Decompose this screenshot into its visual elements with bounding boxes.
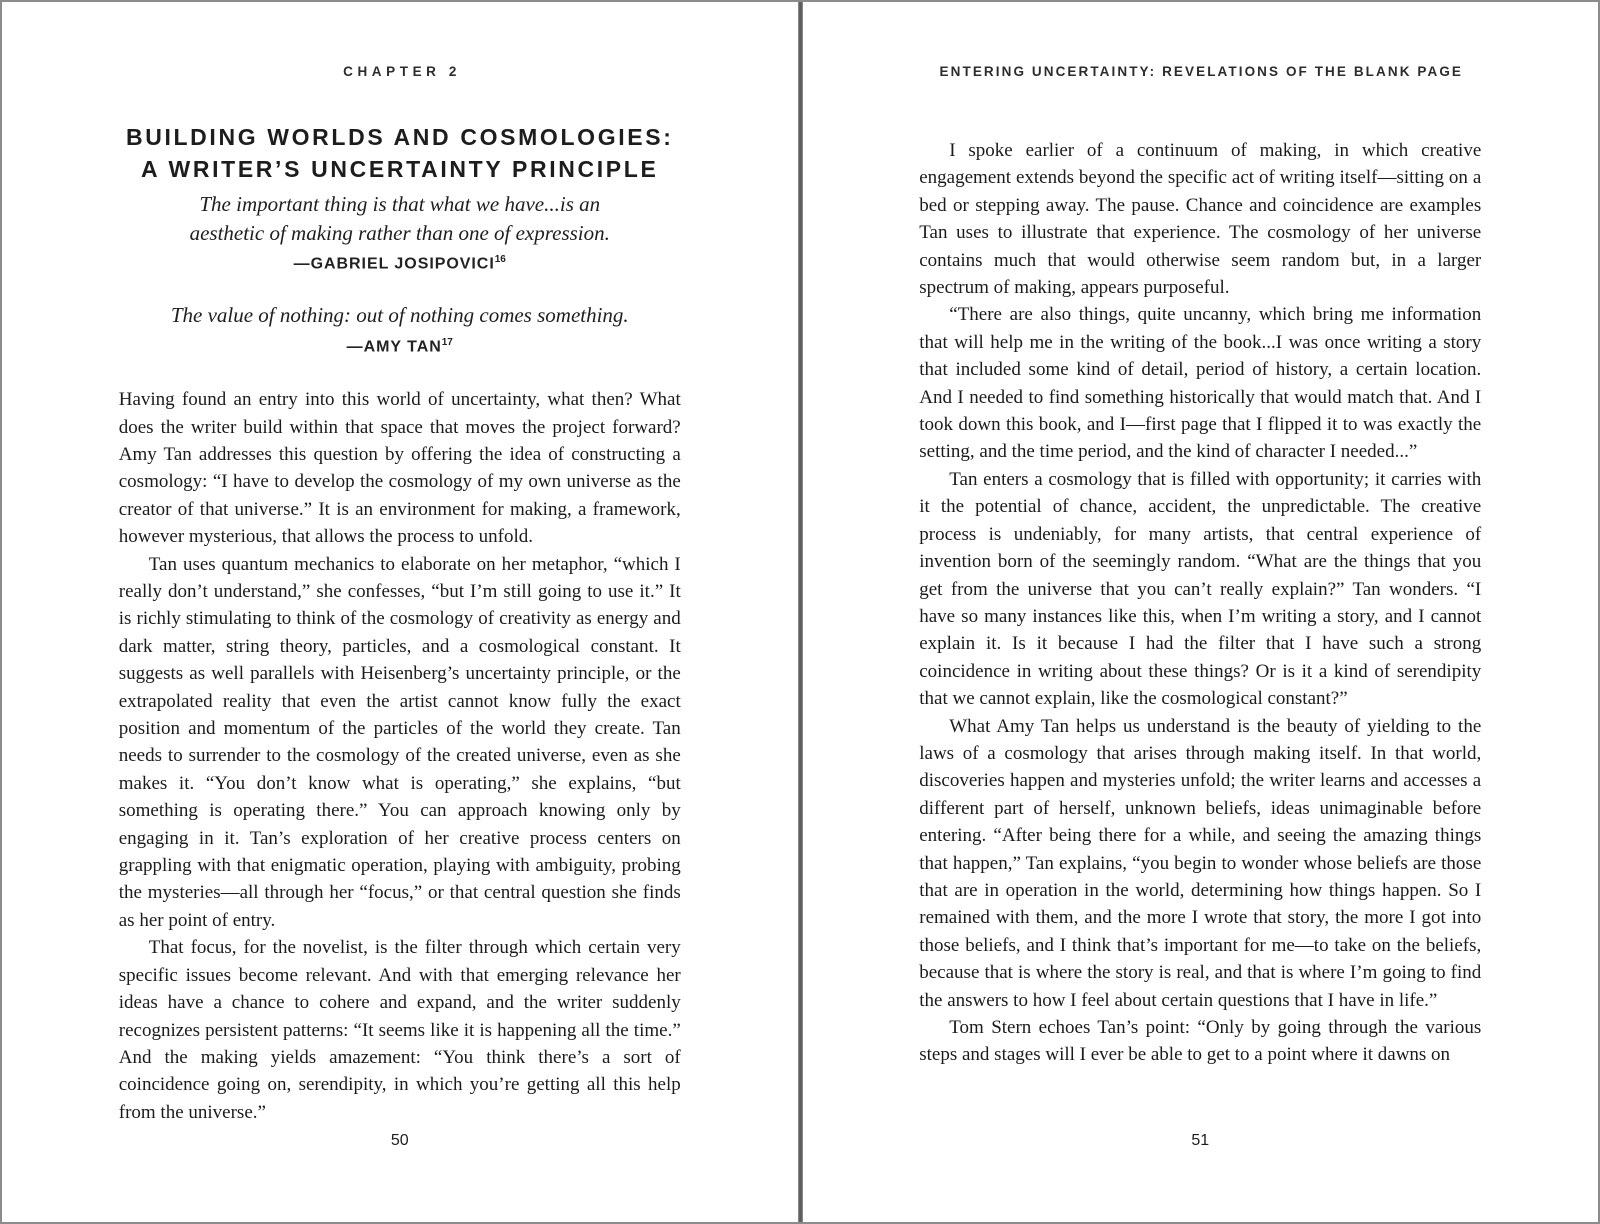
attribution-name: —AMY TAN	[346, 338, 442, 356]
body-paragraph: Tan enters a cosmology that is filled with opportunity; it carries with it the potential of chance, accident, the unpredictable. The creative process is undeniably, for many artists, that central experience of invention born of the seemingly random. “What are the things that you get from the universe that you can’t really explain?” Tan wonders. “I have so many instances like this, when I’m writing a story, and I cannot explain it. Is it because I had the filter that I have such a strong coincidence in writing about these things? Or is it a kind of serendipity that we cannot explain, like the cosmological constant?”	[919, 468, 1482, 710]
epigraph-attribution	[119, 337, 681, 356]
right-page	[803, 2, 1599, 1222]
body-paragraph: Having found an entry into this world of uncertainty, what then? What does the writer build within that space that moves the project forward? Amy Tan addresses this question by offering the idea of constructing a cosmology: “I have to develop the cosmology of my own universe as the creator of that universe.” It is an environment for making, a framework, however mysterious, that allows the process to unfold.	[118, 389, 681, 548]
left-page-content	[119, 64, 681, 1126]
body-paragraph: I spoke earlier of a continuum of making, in which creative engagement extends beyond the specific act of writing itself—sitting on a bed or stepping away. The pause. Chance and coincidence are examples Tan uses to illustrate that experience. The cosmology of her universe contains much that would otherwise seem random but, in a larger spectrum of making, appears purposeful.	[919, 140, 1482, 299]
body-paragraph: “There are also things, quite uncanny, which bring me information that will help me in the writing of the book...I was once writing a story that included some kind of detail, period of history, a certain location. And I needed to find something historically that would match that. And I took down this book, and I—first page that I flipped it to was exactly the setting, and the time period, and the kind of character I needed...”	[919, 304, 1482, 463]
page-number-right: 51	[1191, 1132, 1210, 1149]
chapter-title	[119, 121, 681, 185]
running-head: ENTERING UNCERTAINTY: REVELATIONS OF THE BLANK PAGE	[939, 64, 1464, 79]
epigraph-line: aesthetic of making rather than one of expression.	[189, 220, 610, 245]
epigraph-josipovici	[119, 190, 681, 273]
footnote-marker: 17	[441, 336, 453, 348]
body-paragraph: Tan uses quantum mechanics to elaborate on her metaphor, “which I really don’t understand,” she confesses, “but I’m still going to use it.” It is richly stimulating to think of the cosmology of creativity as energy and dark matter, string theory, particles, and a cosmological constant. It suggests as well parallels with Heisenberg’s uncertainty principle, or the extrapolated reality that even the artist cannot know fully the exact position and momentum of the particles of the world they create. Tan needs to surrender to the cosmology of the created universe, even as she makes it. “You don’t know what is operating,” she explains, “but something is operating there.” You can approach knowing only by engaging in it. Tan’s exploration of her creative process centers on grappling with that enigmatic operation, playing with ambiguity, probing the mysteries—all through her “focus,” or that central question she finds as her point of entry.	[118, 553, 681, 931]
epigraph-line: The important thing is that what we have...is an	[199, 192, 601, 216]
attribution-name: —GABRIEL JOSIPOVICI	[293, 255, 495, 273]
body-paragraph: That focus, for the novelist, is the filter through which certain very specific issues become relevant. And with that emerging relevance her ideas have a chance to cohere and expand, and the writer suddenly recognizes persistent patterns: “It seems like it is happening all the time.” And the making yields amazement: “You think there’s a sort of coincidence going on, serendipity, in which you’re getting all this help from the universe.”	[118, 937, 681, 1123]
epigraph-amy-tan	[119, 301, 681, 356]
epigraph-attribution	[119, 254, 681, 273]
footnote-marker: 16	[494, 254, 506, 265]
chapter-kicker: CHAPTER 2	[343, 64, 461, 79]
chapter-title-line-2: A WRITER’S UNCERTAINTY PRINCIPLE	[141, 156, 659, 182]
epigraph-line: The value of nothing: out of nothing comes something.	[170, 303, 629, 328]
body-paragraph: What Amy Tan helps us understand is the beauty of yielding to the laws of a cosmology that arises through making itself. In that world, discoveries happen and mysteries unfold; the writer learns and accesses a different part of herself, unknown beliefs, ideas unimaginable before entering. “After being there for a while, and seeing the amazing things that happen,” Tan explains, “you begin to wonder whose beliefs are those that are in operation in the world, determining how things happen. So I remained with them, and the more I wrote that story, the more I got into those beliefs, and I think that’s important for me—to take on the beliefs, because that is where the story is real, and that is where I’m going to find the answers to how I feel about certain questions that I have in life.”	[919, 715, 1482, 1011]
left-page-body	[119, 386, 681, 1126]
body-paragraph: Tom Stern echoes Tan’s point: “Only by going through the various steps and stages will I ever be able to get to a point where it dawns on	[919, 1017, 1482, 1066]
chapter-title-line-1: BUILDING WORLDS AND COSMOLOGIES:	[125, 124, 674, 150]
left-page	[2, 2, 798, 1222]
right-page-body	[919, 137, 1481, 1069]
page-number-left: 50	[390, 1132, 409, 1149]
right-page-content	[919, 64, 1481, 1069]
